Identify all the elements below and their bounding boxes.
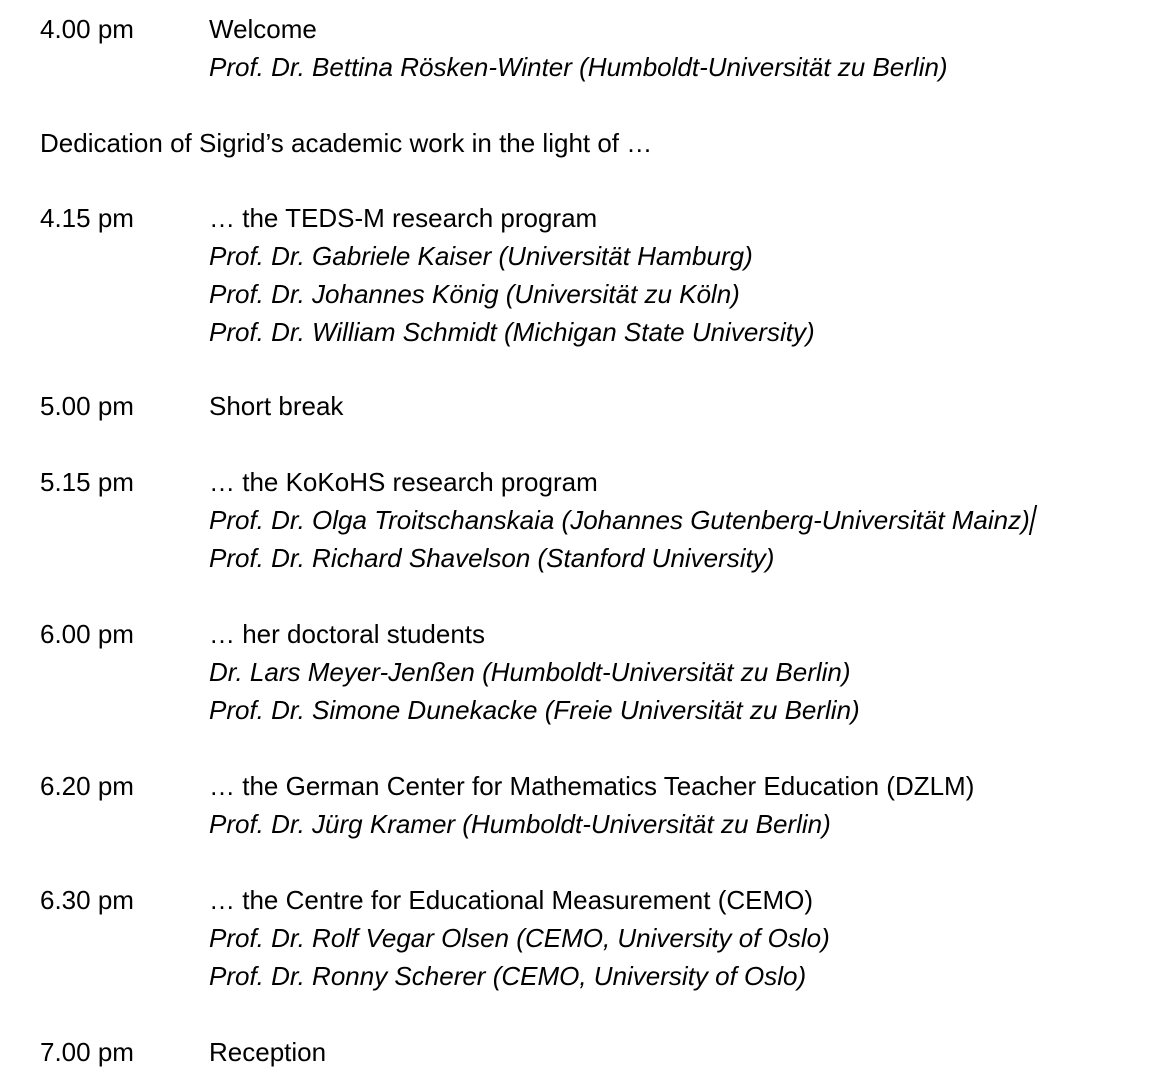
- entry-body: [209, 881, 830, 995]
- entry-time: 6.00 pm: [40, 619, 134, 649]
- speaker-name: Dr. Lars Meyer-Jenßen (Humboldt-Universität zu Berlin): [209, 657, 851, 687]
- speaker-line-with-cursor: [209, 501, 1034, 539]
- entry-time: 6.30 pm: [40, 885, 134, 915]
- speaker-name: Prof. Dr. William Schmidt (Michigan State University): [209, 317, 815, 347]
- entry-body: [209, 463, 1034, 577]
- entry-body: [209, 199, 815, 351]
- speaker-name: Prof. Dr. Jürg Kramer (Humboldt-Universität zu Berlin): [209, 809, 831, 839]
- entry-time: 5.00 pm: [40, 391, 134, 421]
- speaker-name: Prof. Dr. Gabriele Kaiser (Universität Hamburg): [209, 241, 753, 271]
- entry-body: [209, 1033, 326, 1071]
- entry-title: … the TEDS-M research program: [209, 203, 598, 233]
- speaker-name: Prof. Dr. Ronny Scherer (CEMO, University of Oslo): [209, 961, 807, 991]
- entry-title: Welcome: [209, 14, 317, 44]
- dedication-intro: Dedication of Sigrid’s academic work in the light of …: [40, 128, 653, 158]
- entry-body: [209, 767, 974, 843]
- speaker-name: Prof. Dr. Bettina Rösken-Winter (Humboldt-Universität zu Berlin): [209, 52, 948, 82]
- entry-title: … the Centre for Educational Measurement (CEMO): [209, 885, 814, 915]
- entry-time: 4.00 pm: [40, 14, 134, 44]
- speaker-name: Prof. Dr. Simone Dunekacke (Freie Universität zu Berlin): [209, 695, 860, 725]
- entry-time: 5.15 pm: [40, 467, 134, 497]
- entry-time: 7.00 pm: [40, 1037, 134, 1067]
- entry-body: [209, 615, 860, 729]
- entry-title: Short break: [209, 391, 344, 421]
- speaker-name: Prof. Dr. Johannes König (Universität zu Köln): [209, 279, 740, 309]
- speaker-name: Prof. Dr. Rolf Vegar Olsen (CEMO, University of Oslo): [209, 923, 830, 953]
- speaker-name: Prof. Dr. Richard Shavelson (Stanford University): [209, 543, 775, 573]
- entry-title: … the German Center for Mathematics Teacher Education (DZLM): [209, 771, 975, 801]
- entry-title: … her doctoral students: [209, 619, 486, 649]
- entry-body: [209, 10, 948, 86]
- entry-body: [209, 387, 343, 425]
- entry-title: Reception: [209, 1037, 327, 1067]
- entry-time: 4.15 pm: [40, 203, 134, 233]
- entry-time: 6.20 pm: [40, 771, 134, 801]
- entry-title: … the KoKoHS research program: [209, 467, 598, 497]
- speaker-name: Prof. Dr. Olga Troitschanskaia (Johannes Gutenberg-Universität Mainz): [209, 505, 1030, 535]
